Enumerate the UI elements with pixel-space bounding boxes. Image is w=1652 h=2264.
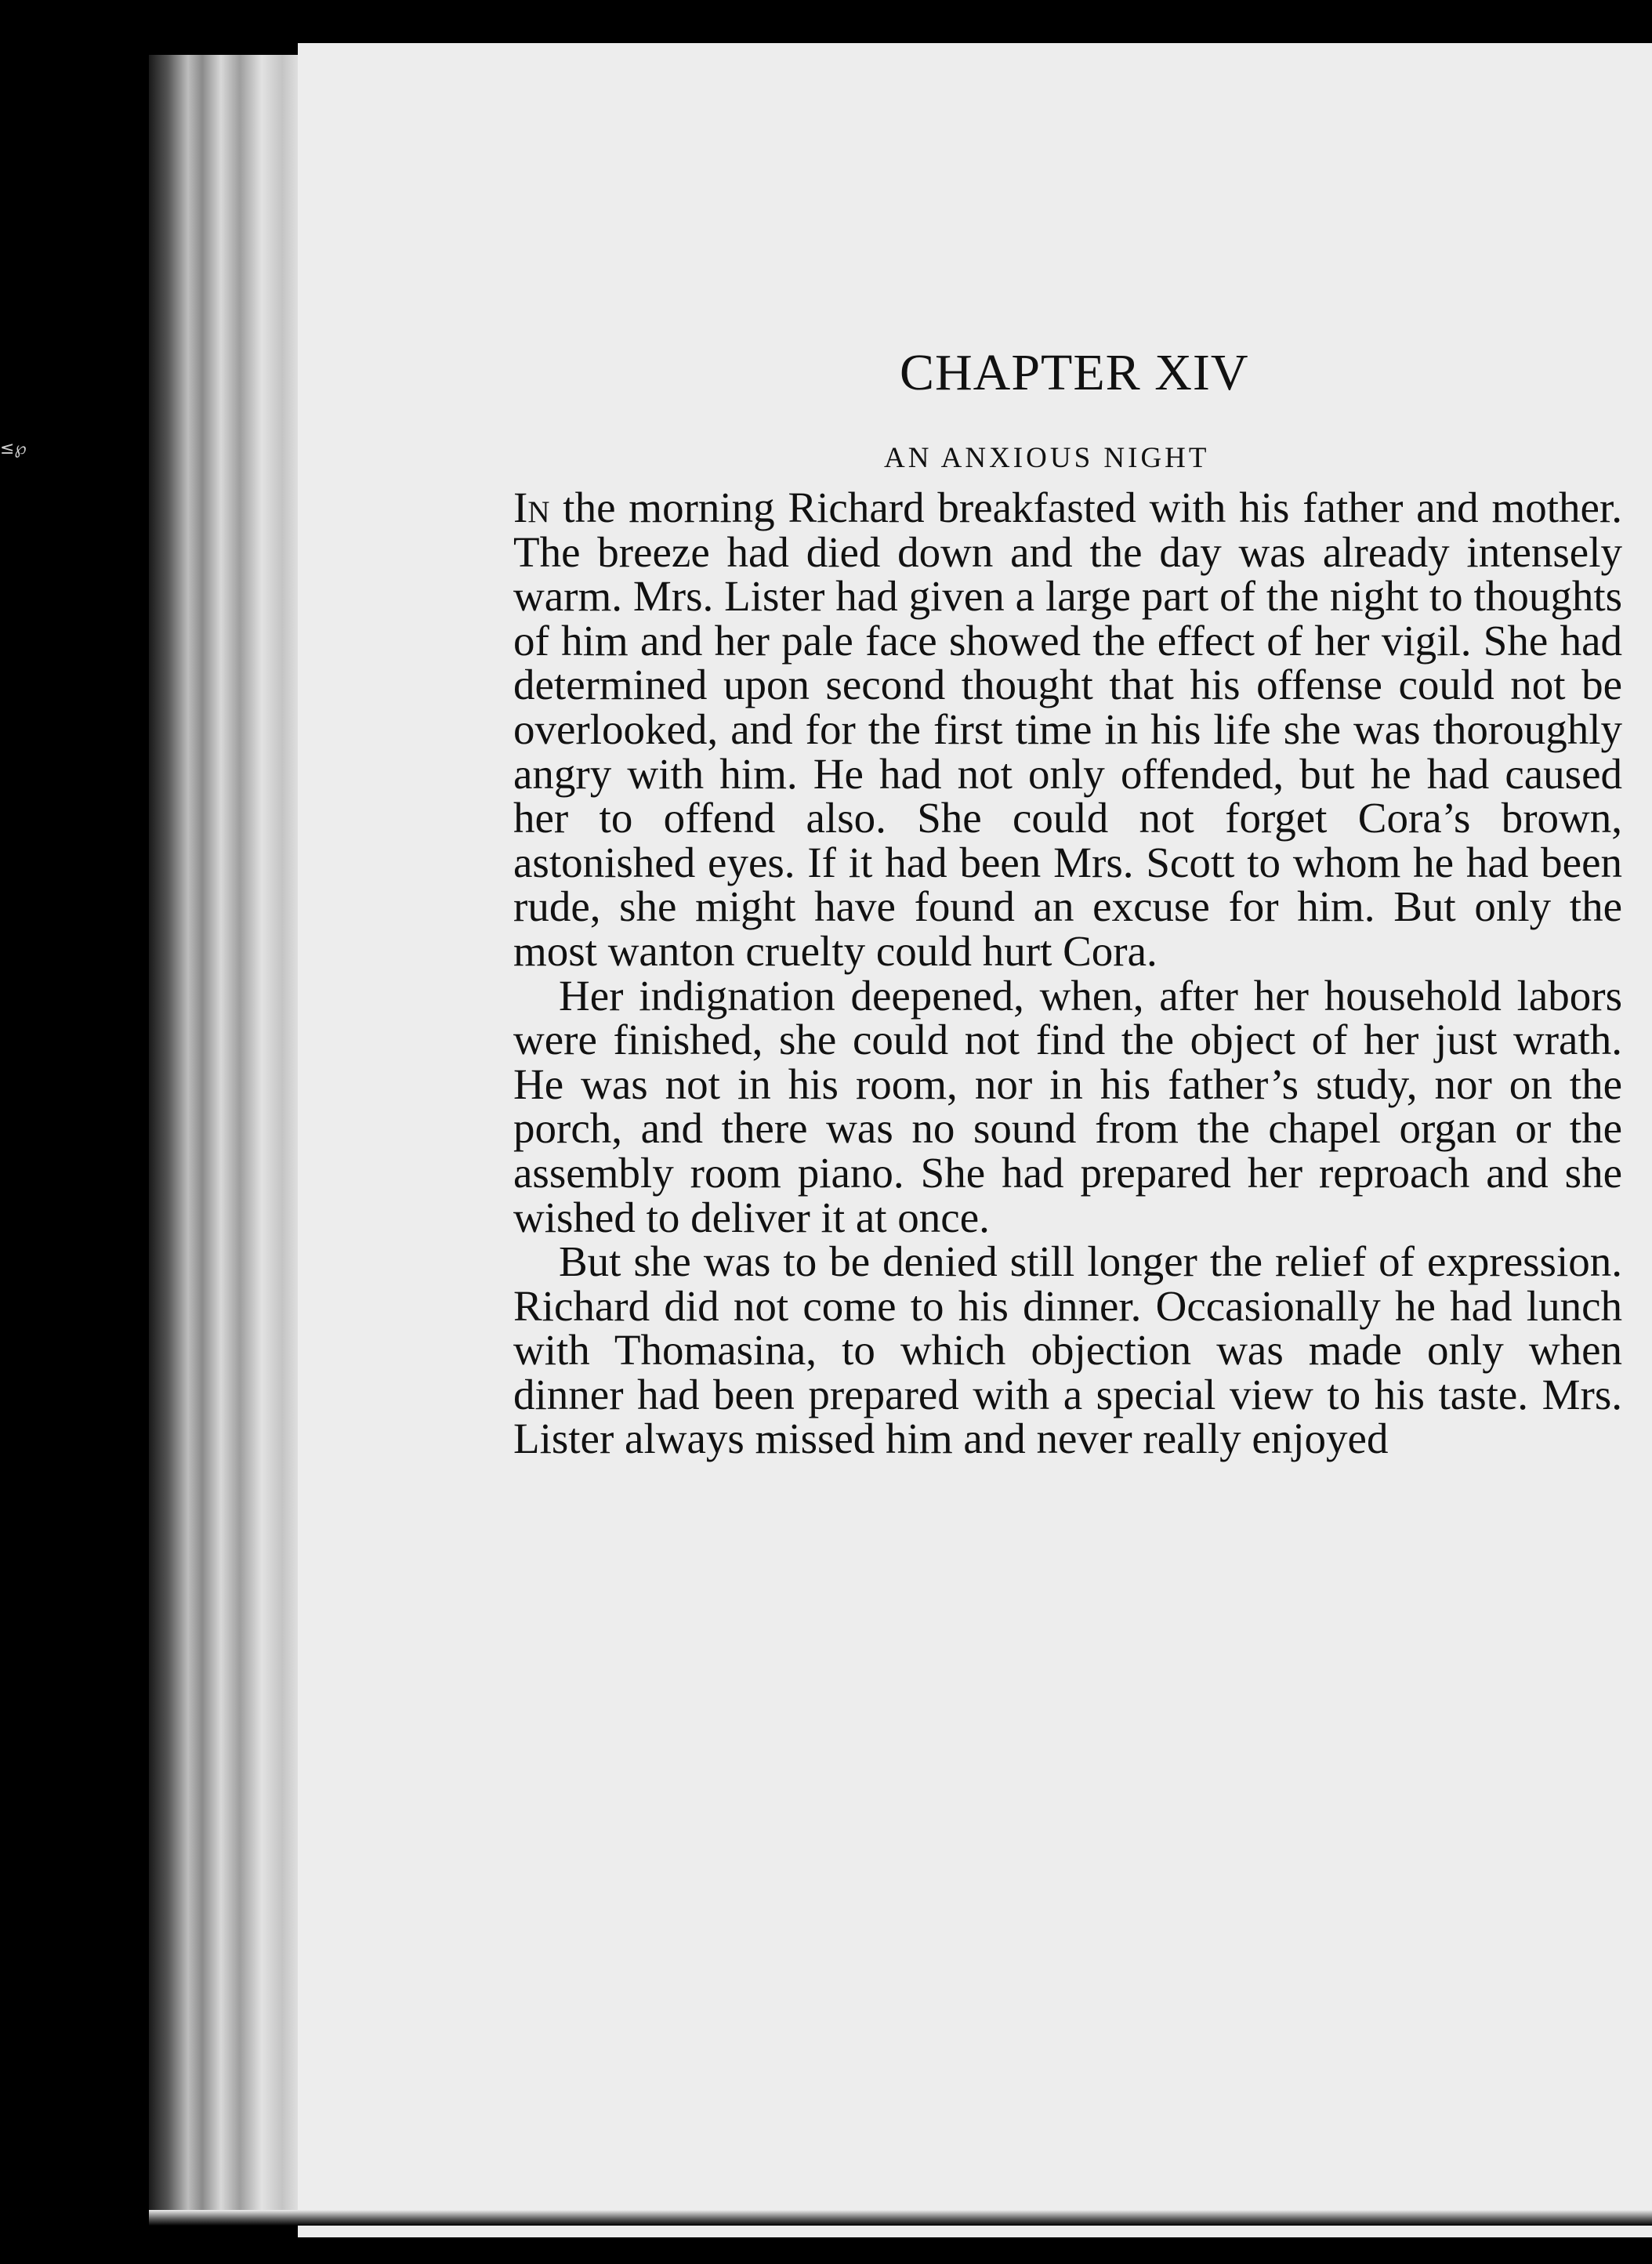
margin-mark: ≤℘: [0, 439, 27, 458]
paragraph-text: the morning Richard breakfasted with his father and mother. The breeze had died down and the day was already intensely warm. Mrs. Lister had given a large part of the night to thoughts of him and her pale face showed the effect of her vigil. She had determined upon second thought that his offense could not be overlooked, and for the first time in his life she was thoroughly angry with him. He had not only offended, but he had caused her to offend also. She could not forget Cora’s brown, astonished eyes. If it had been Mrs. Scott to whom he had been rude, she might have found an excuse for him. But only the most wanton cruelty could hurt Cora.: [513, 484, 1622, 975]
paragraph: [513, 486, 1622, 974]
chapter-body: [513, 486, 1622, 1462]
paragraph-lead-word: In: [513, 484, 550, 531]
chapter-title: CHAPTER XIV: [900, 344, 1249, 401]
page-bottom-shadow: [149, 2210, 1652, 2226]
chapter-subtitle: AN ANXIOUS NIGHT: [884, 442, 1210, 474]
page-edge-stack: [149, 55, 306, 2218]
paragraph: Her indignation deepened, when, after her household labors were finished, she could not find the object of her just wrath. He was not in his room, nor in his father’s study, nor on the porch, and there was no sound from the chapel organ or the assembly room piano. She had prepared her reproach and she wished to deliver it at once.: [513, 971, 1622, 1241]
paragraph: But she was to be denied still longer the relief of expression. Richard did not come to his dinner. Occasionally he had lunch with Thomasina, to which objection was made only when dinner had been prepared with a special view to his taste. Mrs. Lister always missed him and never really enjoyed: [513, 1237, 1622, 1463]
